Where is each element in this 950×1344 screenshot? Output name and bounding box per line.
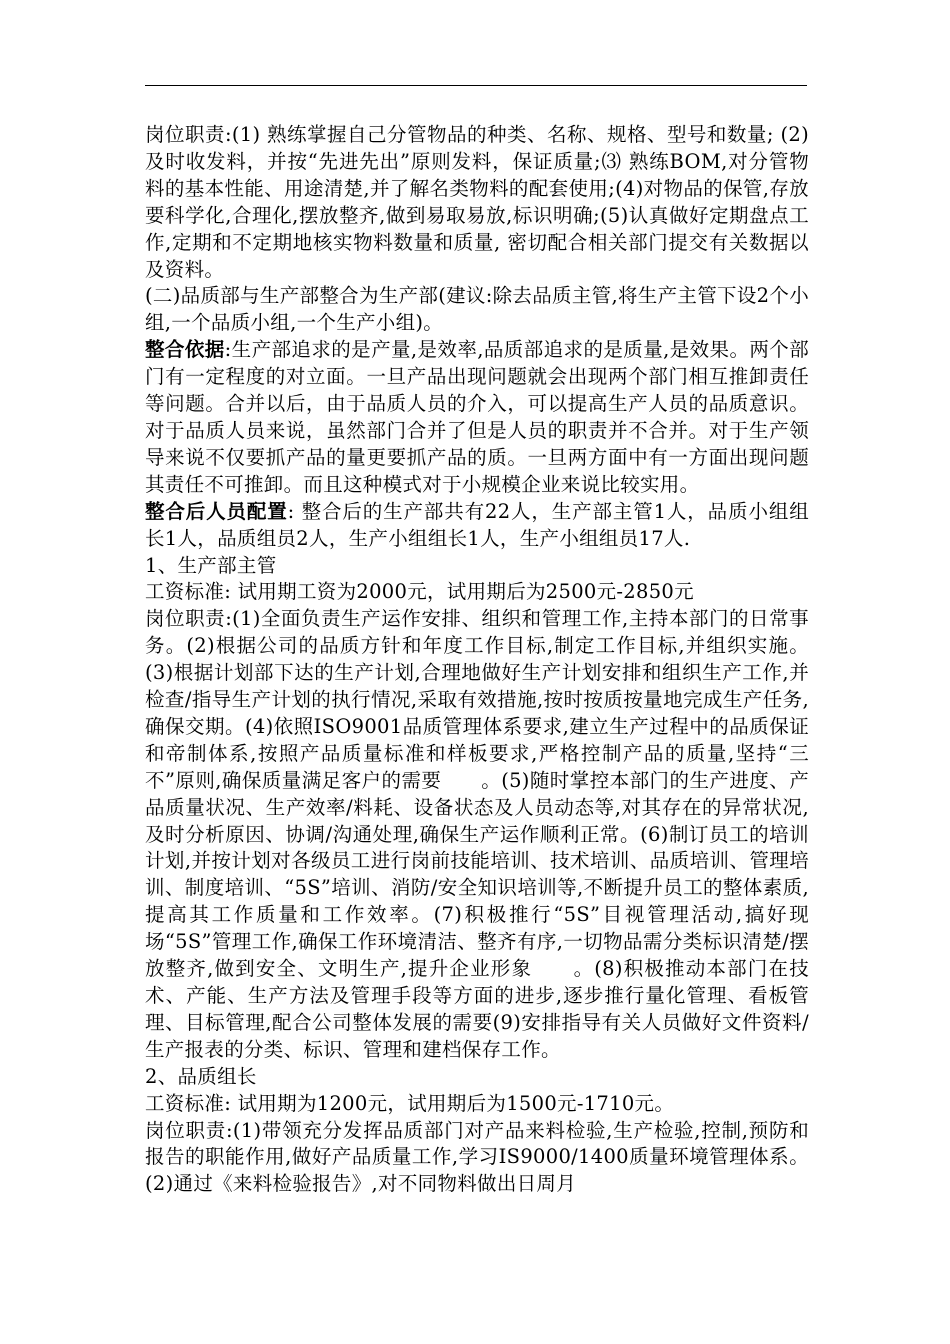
paragraph-duties-quality-leader xyxy=(145,1118,809,1199)
paragraph-text: (二)品质部与生产部整合为生产部(建议:除去品质主管,将生产主管下设2个小组,一个品质小组,一个生产小组)。 xyxy=(145,284,809,335)
paragraph-merge-basis xyxy=(145,337,809,498)
section-heading-production-manager xyxy=(145,553,809,580)
section-heading-quality-leader xyxy=(145,1064,809,1091)
paragraph-text: 岗位职责:(1) 熟练掌握自己分管物品的种类、名称、规格、型号和数量; (2) 及时收发料，并按“先进先出”原则发料，保证质量;⑶ 熟练BOM,对分管物料的基本性能、用途清楚,并了解名类物料的配套使用;(4)对物品的保管,存放要科学化,合理化,摆放整齐,做到易取易放,标识明确;(5)认真做好定期盘点工作,定期和不定期地核实物料数量和质量, 密切配合相关部门提交有关数据以及资料。 xyxy=(145,123,809,281)
paragraph-duties-warehouse xyxy=(145,122,809,283)
paragraph-merge-proposal xyxy=(145,283,809,337)
paragraph-lead: 整合后人员配置 xyxy=(145,499,288,523)
paragraph-text: 2、品质组长 xyxy=(145,1064,257,1088)
paragraph-text: 工资标准: 试用期工资为2000元，试用期后为2500元-2850元 xyxy=(145,580,694,604)
paragraph-duties-manager xyxy=(145,606,809,1063)
header-rule xyxy=(145,85,807,86)
paragraph-staffing xyxy=(145,499,809,553)
paragraph-salary-quality-leader xyxy=(145,1091,809,1118)
paragraph-lead: 整合依据 xyxy=(145,338,225,362)
paragraph-salary-manager xyxy=(145,579,809,606)
document-body xyxy=(145,122,809,1198)
paragraph-text: :生产部追求的是产量,是效率,品质部追求的是质量,是效果。两个部门有一定程度的对立面。一旦产品出现问题就会出现两个部门相互推卸责任等问题。合并以后，由于品质人员的介入，可以提高生产人员的品质意识。对于品质人员来说，虽然部门合并了但是人员的职责并不合并。对于生产领导来说不仅要抓产品的量更要抓产品的质。一旦两方面中有一方面出现问题其责任不可推卸。而且这种模式对于小规模企业来说比较实用。 xyxy=(145,338,810,496)
paragraph-text: 工资标准: 试用期为1200元，试用期后为1500元-1710元。 xyxy=(145,1091,675,1115)
paragraph-text: 岗位职责:(1)全面负责生产运作安排、组织和管理工作,主持本部门的日常事务。(2)根据公司的品质方针和年度工作目标,制定工作目标,并组织实施。(3)根据计划部下达的生产计划,合理地做好生产计划安排和组织生产工作,并检查/指导生产计划的执行情况,采取有效措施,按时按质按量地完成生产任务,确保交期。(4)依照ISO9001品质管理体系要求,建立生产过程中的品质保证和帝制体系,按照产品质量标准和样板要求,严格控制产品的质量,坚持“三不”原则,确保质量满足客户的需要 。(5)随时掌控本部门的生产进度、产品质量状况、生产效率/料耗、设备状态及人员动态等,对其存在的异常状况,及时分析原因、协调/沟通处理,确保生产运作顺利正常。(6)制订员工的培训计划,并按计划对各级员工进行岗前技能培训、技术培训、品质培训、管理培训、制度培训、“5S”培训、消防/安全知识培训等,不断提升员工的整体素质,提高其工作质量和工作效率。(7)积极推行“5S”目视管理活动,搞好现场“5S”管理工作,确保工作环境清洁、整齐有序,一切物品需分类标识清楚/摆放整齐,做到安全、文明生产,提升企业形象 。(8)积极推动本部门在技术、产能、生产方法及管理手段等方面的进步,逐步推行量化管理、看板管理、目标管理,配合公司整体发展的需要(9)安排指导有关人员做好文件资料/生产报表的分类、标识、管理和建档保存工作。 xyxy=(145,607,809,1061)
paragraph-text: : 整合后的生产部共有22人，生产部主管1人，品质小组组长1人，品质组员2人，生产小组组长1人，生产小组组员17人. xyxy=(145,499,809,550)
paragraph-text: 1、生产部主管 xyxy=(145,553,277,577)
paragraph-text: 岗位职责:(1)带领充分发挥品质部门对产品来料检验,生产检验,控制,预防和报告的职能作用,做好产品质量工作,学习IS9000/1400质量环境管理体系。(2)通过《来料检验报告》,对不同物料做出日周月 xyxy=(145,1118,809,1196)
